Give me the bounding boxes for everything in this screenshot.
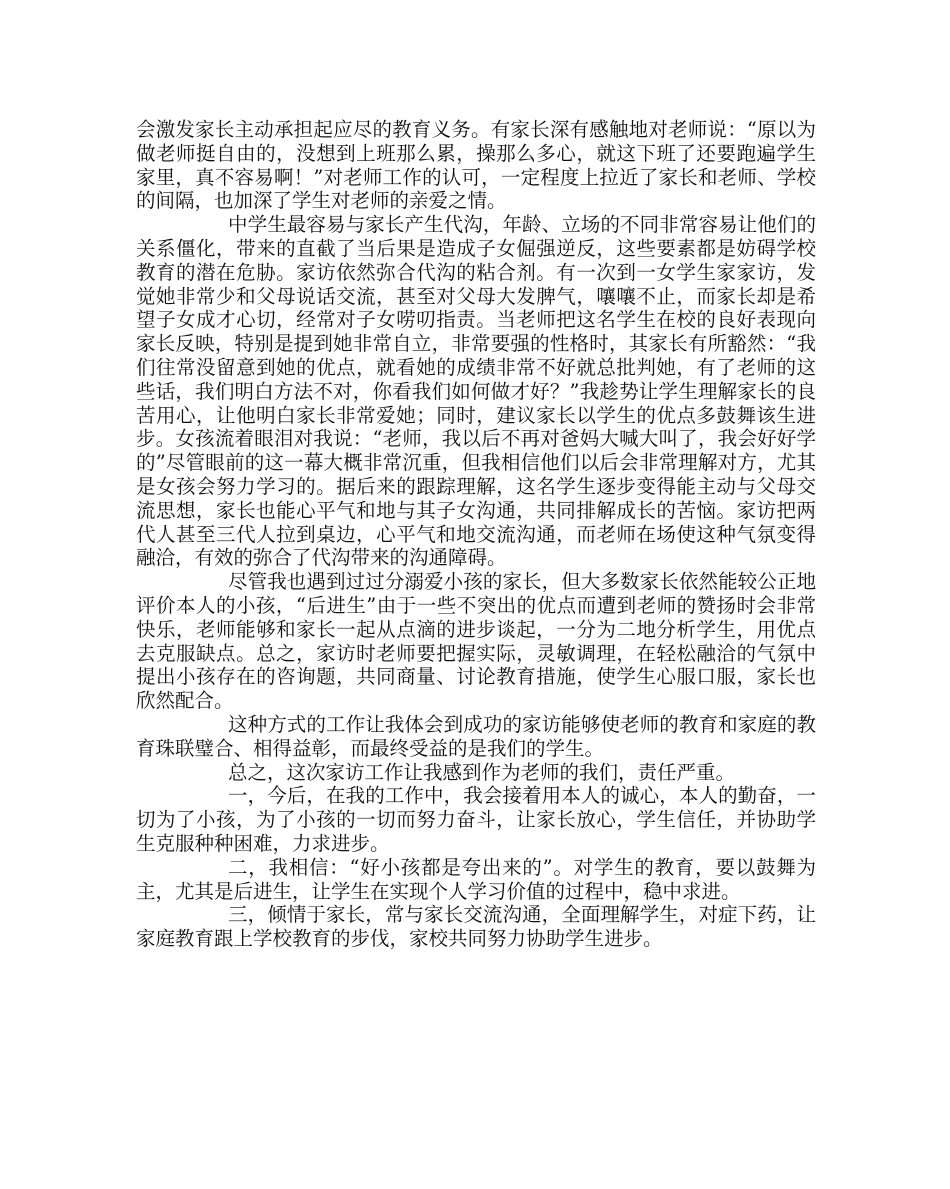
paragraph-4: 这种方式的工作让我体会到成功的家访能够使老师的教育和家庭的教育珠联璧合、相得益彰，而最终受益的是我们的学生。 [136,712,816,760]
paragraph-8: 三，倾情于家长，常与家长交流沟通，全面理解学生，对症下药，让家庭教育跟上学校教育的步伐，家校共同努力协助学生进步。 [136,903,816,951]
paragraph-6: 一，今后，在我的工作中，我会接着用本人的诚心，本人的勤奋，一切为了小孩，为了小孩的一切而努力奋斗，让家长放心，学生信任，并协助学生克服种种困难，力求进步。 [136,784,816,855]
paragraph-1: 会激发家长主动承担起应尽的教育义务。有家长深有感触地对老师说：“原以为做老师挺自由的，没想到上班那么累，操那么多心，就这下班了还要跑遍学生家里，真不容易啊！”对老师工作的认可，一定程度上拉近了家长和老师、学校的间隔，也加深了学生对老师的亲爱之情。 [136,118,816,213]
paragraph-3: 尽管我也遇到过过分溺爱小孩的家长，但大多数家长依然能较公正地评价本人的小孩，“后进生”由于一些不突出的优点而遭到老师的赞扬时会非常快乐，老师能够和家长一起从点滴的进步谈起，一分为二地分析学生，用优点去克服缺点。总之，家访时老师要把握实际，灵敏调理，在轻松融洽的气氛中提出小孩存在的咨询题，共同商量、讨论教育措施，使学生心服口服，家长也欣然配合。 [136,570,816,713]
document-body [136,118,816,951]
paragraph-2: 中学生最容易与家长产生代沟，年龄、立场的不同非常容易让他们的关系僵化，带来的直截了当后果是造成子女倔强逆反，这些要素都是妨碍学校教育的潜在危胁。家访依然弥合代沟的粘合剂。有一次到一女学生家家访，发觉她非常少和父母说话交流，甚至对父母大发脾气，嚷嚷不止，而家长却是希望子女成才心切，经常对子女唠叨指责。当老师把这名学生在校的良好表现向家长反映，特别是提到她非常自立，非常要强的性格时，其家长有所豁然：“我们往常没留意到她的优点，就看她的成绩非常不好就总批判她，有了老师的这些话，我们明白方法不对，你看我们如何做才好？”我趁势让学生理解家长的良苦用心，让他明白家长非常爱她；同时，建议家长以学生的优点多鼓舞该生进步。女孩流着眼泪对我说：“老师，我以后不再对爸妈大喊大叫了，我会好好学的”尽管眼前的这一幕大概非常沉重，但我相信他们以后会非常理解对方，尤其是女孩会努力学习的。据后来的跟踪理解，这名学生逐步变得能主动与父母交流思想，家长也能心平气和地与其子女沟通，共同排解成长的苦恼。家访把两代人甚至三代人拉到桌边，心平气和地交流沟通，而老师在场使这种气氛变得融洽，有效的弥合了代沟带来的沟通障碍。 [136,213,816,570]
paragraph-7: 二，我相信：“好小孩都是夸出来的”。对学生的教育，要以鼓舞为主，尤其是后进生，让学生在实现个人学习价值的过程中，稳中求进。 [136,855,816,903]
paragraph-5: 总之，这次家访工作让我感到作为老师的我们，责任严重。 [228,760,736,784]
